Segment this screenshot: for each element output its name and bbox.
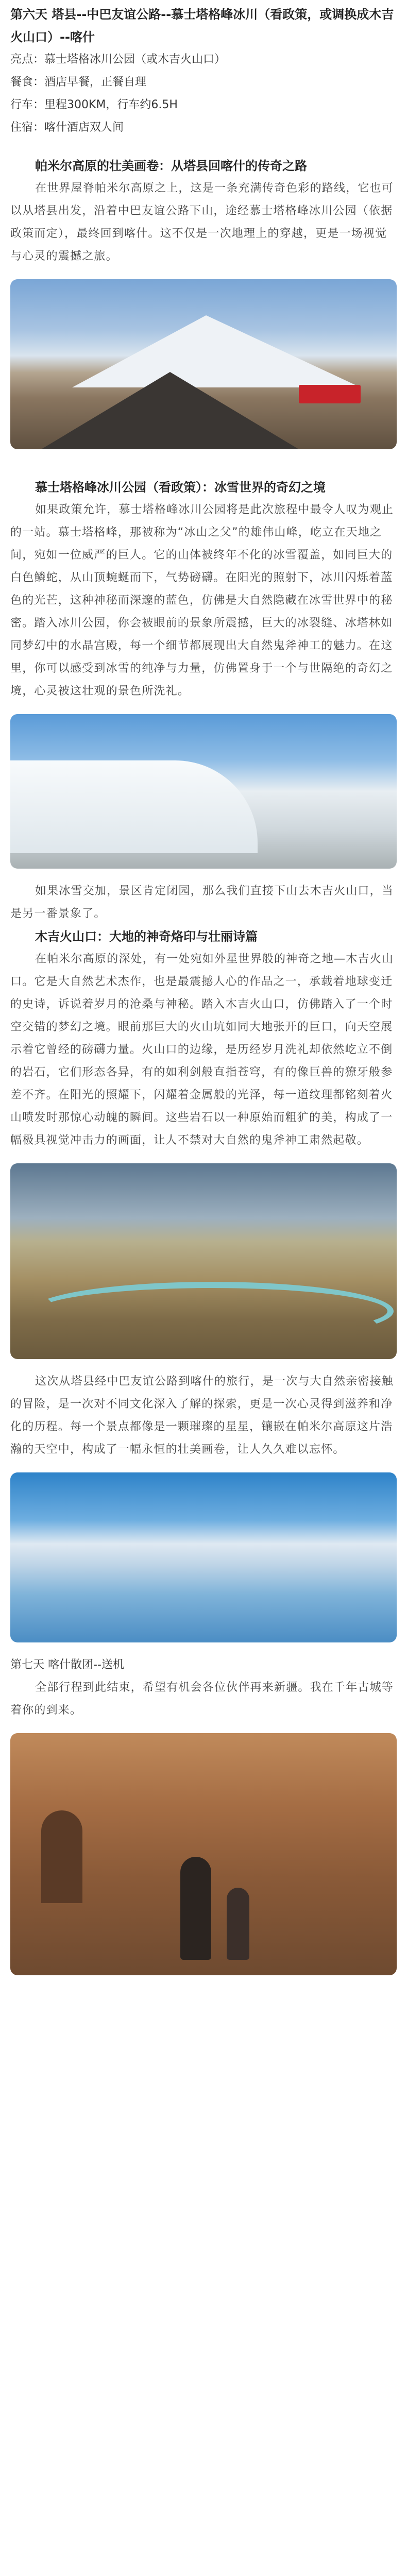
old-town-image <box>10 1733 397 1975</box>
drive: 行车：里程300KM，行车约6.5H <box>10 98 178 111</box>
meals: 餐食：酒店早餐，正餐自理 <box>10 76 147 89</box>
paragraph-glacier: 如果政策允许，慕士塔格峰冰川公园将是此次旅程中最令人叹为观止的一站。慕士塔格峰，那被称为“冰山之父”的雄伟山峰，屹立在天地之间，宛如一位威严的巨人。它的山体被终年不化的冰雪覆盖，如同巨大的白色鳞蛇，从山顶蜿蜒而下，气势磅礴。在阳光的照射下，冰川闪烁着蓝色的光芒，这种神秘而深邃的蓝色，仿佛是大自然隐藏在冰雪世界中的秘密。踏入冰川公园，你会被眼前的景象所震撼，巨大的冰裂缝、冰塔林如同梦幻中的水晶宫殿，每一个细节都展现出大自然鬼斧神工的魅力。在这里，你可以感受到冰雪的纯净与力量，仿佛置身于一个与世隔绝的奇幻之境，心灵被这壮观的景色所洗礼。 <box>10 503 394 698</box>
frozen-lake-image <box>10 1472 397 1642</box>
day7-title: 第七天 喀什散团--送机 <box>10 1658 124 1671</box>
section-heading-volcano: 木吉火山口：大地的神奇烙印与壮丽诗篇 <box>35 929 258 944</box>
glacier-image <box>10 714 397 869</box>
paragraph-volcano: 在帕米尔高原的深处，有一处宛如外星世界般的神奇之地—木吉火山口。它是大自然艺术杰作，也是最震撼人心的作品之一，承载着地球变迁的史诗，诉说着岁月的沧桑与神秘。踏入木吉火山口，仿佛踏入了一个时空交错的梦幻之境。眼前那巨大的火山坑如同大地张开的巨口，向天空展示着它曾经的磅礴力量。火山口的边缘，是历经岁月洗礼却依然屹立不倒的岩石，它们形态各异，有的如利剑般直指苍穹，有的像巨兽的獠牙般参差不齐。在阳光的照耀下，闪耀着金属般的光泽，每一道纹理都铭刻着火山喷发时那惊心动魄的瞬间。这些岩石以一种原始而粗犷的美，构成了一幅极具视觉冲击力的画面，让人不禁对大自然的鬼斧神工肃然起敬。 <box>10 953 394 1147</box>
stay: 住宿：喀什酒店双人间 <box>10 121 124 134</box>
day7-paragraph: 全部行程到此结束，希望有机会各位伙伴再来新疆。我在千年古城等着你的到来。 <box>10 1681 394 1717</box>
section-heading-glacier: 慕士塔格峰冰川公园（看政策）：冰雪世界的奇幻之境 <box>35 480 326 495</box>
paragraph-pamir: 在世界屋脊帕米尔高原之上，这是一条充满传奇色彩的路线，它也可以从塔县出发，沿着中巴友谊公路下山，途经慕士塔格峰冰川公园（依据政策而定），最终回到喀什。这不仅是一次地理上的穿越，更是一场视觉与心灵的震撼之旅。 <box>10 182 394 263</box>
river-valley-image <box>10 1163 397 1359</box>
summary-paragraph: 这次从塔县经中巴友谊公路到喀什的旅行，是一次与大自然亲密接触的冒险，是一次对不同文化深入了解的探索，更是一次心灵得到滋养和净化的历程。每一个景点都像是一颗璀璨的星星，镶嵌在帕米尔高原这片浩瀚的天空中，构成了一幅永恒的壮美画卷，让人久久难以忘怀。 <box>10 1375 394 1456</box>
alt-note: 如果冰雪交加，景区肯定闭园，那么我们直接下山去木吉火山口，当是另一番景象了。 <box>10 885 394 920</box>
mountain-road-image <box>10 279 397 449</box>
section-heading-pamir: 帕米尔高原的壮美画卷：从塔县回喀什的传奇之路 <box>35 159 307 173</box>
day6-title: 第六天 塔县--中巴友谊公路--慕士塔格峰冰川（看政策，或调换成木吉火山口）--喀什 <box>10 7 394 44</box>
highlights: 亮点：慕士塔格冰川公园（或木吉火山口） <box>10 53 226 66</box>
